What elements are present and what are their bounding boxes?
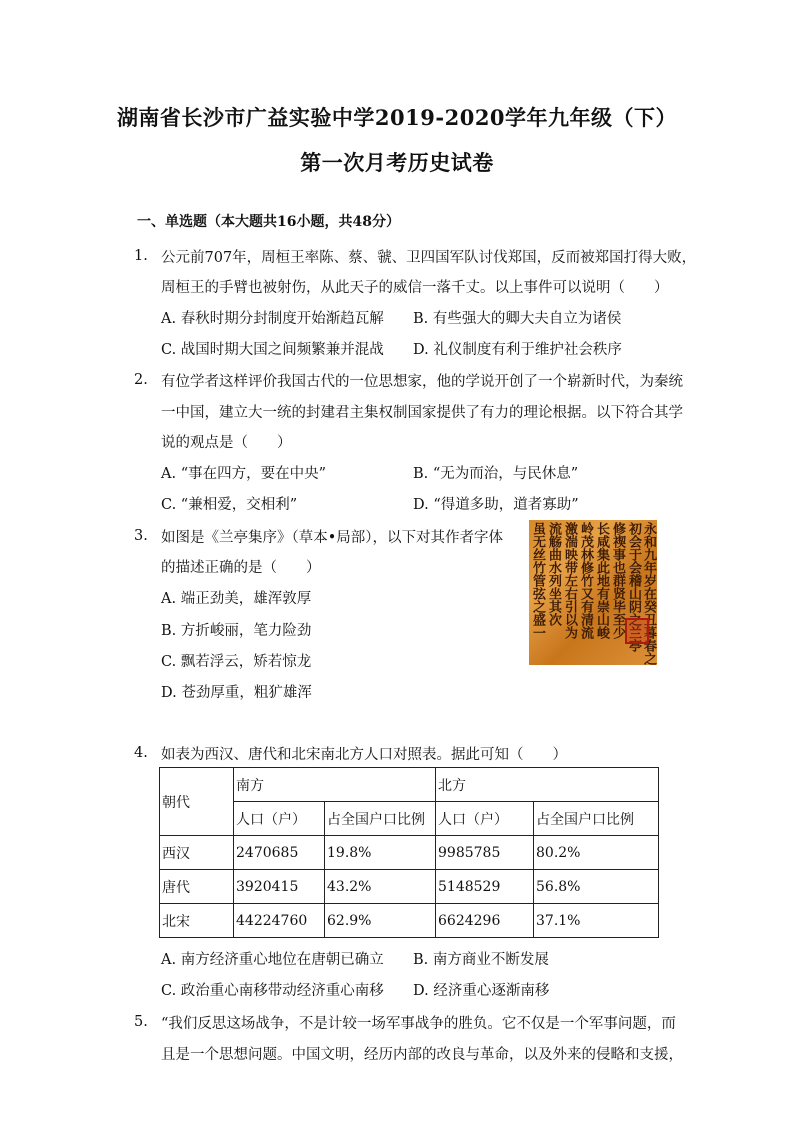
header-south: 南方 bbox=[234, 768, 436, 802]
question-3-stem-line1: 如图是《兰亭集序》（草本•局部），以下对其作者字体 bbox=[161, 530, 504, 546]
question-3-option-c[interactable]: C. 飘若浮云，矫若惊龙 bbox=[161, 654, 312, 670]
question-1-option-d[interactable]: D. 礼仪制度有利于维护社会秩序 bbox=[413, 342, 622, 358]
question-1-option-b[interactable]: B. 有些强大的卿大夫自立为诸侯 bbox=[413, 311, 622, 327]
table-row bbox=[160, 836, 659, 870]
subheader-north-ratio: 占全国户口比例 bbox=[534, 802, 659, 836]
calligraphy-column: 虽无丝竹管弦之盛一 bbox=[530, 522, 545, 639]
lanting-calligraphy-image bbox=[529, 520, 657, 665]
question-4-option-d[interactable]: D. 经济重心逐渐南移 bbox=[413, 983, 550, 999]
question-4-option-a[interactable]: A. 南方经济重心地位在唐朝已确立 bbox=[161, 952, 384, 968]
cell-north-ratio: 37.1% bbox=[534, 904, 659, 938]
table-row bbox=[160, 904, 659, 938]
calligraphy-column: 长咸集此地有崇山峻 bbox=[594, 522, 609, 639]
subheader-north-population: 人口（户） bbox=[436, 802, 534, 836]
cell-south-population: 44224760 bbox=[234, 904, 325, 938]
header-dynasty: 朝代 bbox=[160, 768, 234, 836]
subheader-south-population: 人口（户） bbox=[234, 802, 325, 836]
cell-north-ratio: 56.8% bbox=[534, 870, 659, 904]
question-5-number: 5. bbox=[134, 1014, 148, 1030]
calligraphy-column: 修禊事也群贤毕至少 bbox=[610, 522, 625, 639]
question-5-stem-line2: 且是一个思想问题。中国文明，经历内部的改良与革命，以及外来的侵略和支援， bbox=[161, 1047, 683, 1063]
question-2-stem-line2: 一中国，建立大一统的封建君主集权制国家提供了有力的理论根据。以下符合其学 bbox=[161, 405, 683, 421]
question-1-stem-line1: 公元前707年，周桓王率陈、蔡、虢、卫四国军队讨伐郑国，反而被郑国打得大败， bbox=[161, 250, 697, 266]
cell-south-population: 3920415 bbox=[234, 870, 325, 904]
question-2-option-b[interactable]: B. “无为而治，与民休息” bbox=[413, 466, 579, 482]
question-4-option-b[interactable]: B. 南方商业不断发展 bbox=[413, 952, 549, 968]
calligraphy-column: 永和九年岁在癸丑暮春之 bbox=[641, 522, 656, 665]
table-row bbox=[160, 870, 659, 904]
question-1-number: 1. bbox=[134, 248, 148, 264]
question-1-option-c[interactable]: C. 战国时期大国之间频繁兼并混战 bbox=[161, 342, 384, 358]
question-2-number: 2. bbox=[134, 372, 148, 388]
question-2-stem-line1: 有位学者这样评价我国古代的一位思想家，他的学说开创了一个崭新时代，为秦统 bbox=[161, 374, 683, 390]
exam-title-line2: 第一次月考历史试卷 bbox=[300, 150, 494, 175]
subheader-south-ratio: 占全国户口比例 bbox=[325, 802, 436, 836]
cell-south-ratio: 19.8% bbox=[325, 836, 436, 870]
table-subheader-row bbox=[160, 802, 659, 836]
header-north: 北方 bbox=[436, 768, 659, 802]
question-3-stem-line2: 的描述正确的是（ ） bbox=[161, 560, 321, 576]
question-2-stem-line3: 说的观点是（ ） bbox=[161, 435, 292, 451]
calligraphy-column: 流觞曲水列坐其次 bbox=[546, 522, 561, 626]
cell-dynasty: 唐代 bbox=[160, 870, 234, 904]
table-header-row bbox=[160, 768, 659, 802]
question-4-option-c[interactable]: C. 政治重心南移带动经济重心南移 bbox=[161, 983, 384, 999]
question-2-option-a[interactable]: A. “事在四方，要在中央” bbox=[161, 466, 327, 482]
cell-north-population: 6624296 bbox=[436, 904, 534, 938]
question-5-stem-line1: “我们反思这场战争，不是计较一场军事战争的胜负。它不仅是一个军事问题，而 bbox=[161, 1016, 676, 1032]
seal-stamp bbox=[625, 618, 649, 644]
population-table bbox=[159, 767, 659, 938]
calligraphy-column: 激湍映带左右引以为 bbox=[562, 522, 577, 639]
cell-north-population: 9985785 bbox=[436, 836, 534, 870]
cell-dynasty: 北宋 bbox=[160, 904, 234, 938]
cell-north-ratio: 80.2% bbox=[534, 836, 659, 870]
cell-north-population: 5148529 bbox=[436, 870, 534, 904]
calligraphy-column: 初会于会稽山阴之兰亭 bbox=[626, 522, 641, 652]
question-3-option-b[interactable]: B. 方折峻丽，笔力险劲 bbox=[161, 623, 312, 639]
question-1-stem-line2: 周桓王的手臂也被射伤，从此天子的威信一落千丈。以上事件可以说明（ ） bbox=[161, 280, 669, 296]
section-heading: 一、单选题（本大题共16小题，共48分） bbox=[137, 214, 400, 230]
calligraphy-column: 岭茂林修竹又有清流 bbox=[578, 522, 593, 639]
question-3-option-d[interactable]: D. 苍劲厚重，粗犷雄浑 bbox=[161, 685, 312, 701]
question-4-stem-line1: 如表为西汉、唐代和北宋南北方人口对照表。据此可知（ ） bbox=[161, 747, 567, 763]
question-2-option-c[interactable]: C. “兼相爱，交相利” bbox=[161, 497, 298, 513]
question-3-option-a[interactable]: A. 端正劲美，雄浑敦厚 bbox=[161, 591, 312, 607]
question-1-option-a[interactable]: A. 春秋时期分封制度开始渐趋瓦解 bbox=[161, 311, 384, 327]
question-4-number: 4. bbox=[134, 745, 148, 761]
cell-dynasty: 西汉 bbox=[160, 836, 234, 870]
exam-title-line1: 湖南省长沙市广益实验中学2019-2020学年九年级（下） bbox=[116, 105, 678, 130]
cell-south-ratio: 43.2% bbox=[325, 870, 436, 904]
cell-south-population: 2470685 bbox=[234, 836, 325, 870]
cell-south-ratio: 62.9% bbox=[325, 904, 436, 938]
question-3-number: 3. bbox=[134, 528, 148, 544]
question-2-option-d[interactable]: D. “得道多助，道者寡助” bbox=[413, 497, 579, 513]
